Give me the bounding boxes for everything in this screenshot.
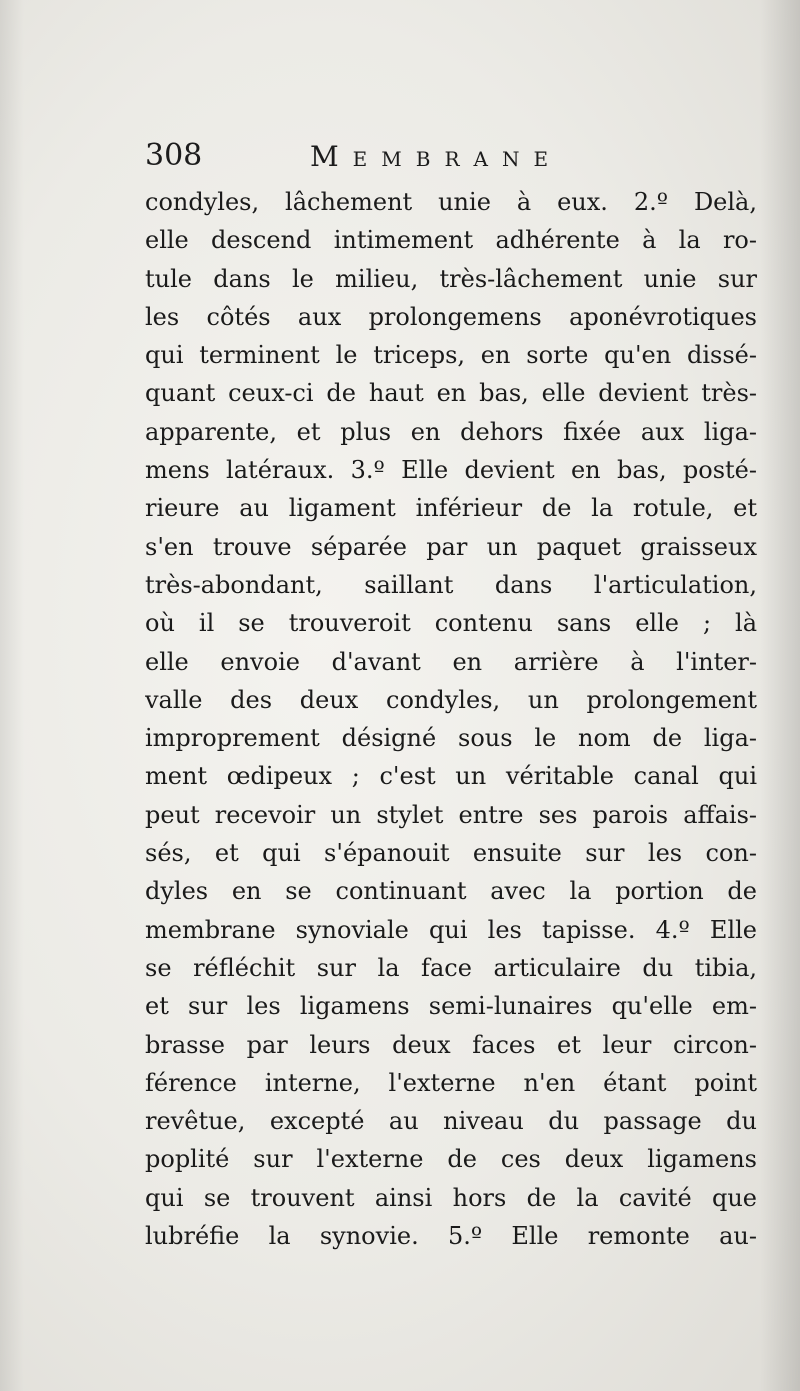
page-edge-shadow-right <box>760 0 800 1391</box>
text-line: lubréfie la synovie. 5.º Elle remonte au- <box>145 1222 757 1251</box>
text-line: où il se trouveroit contenu sans elle ; là <box>145 609 757 638</box>
text-line: s'en trouve séparée par un paquet graisseux <box>145 532 757 561</box>
text-line: peut recevoir un stylet entre ses parois affais- <box>145 800 757 829</box>
text-line: tule dans le milieu, très-lâchement unie sur <box>145 264 757 293</box>
text-line: elle descend intimement adhérente à la ro- <box>145 226 757 255</box>
text-line: condyles, lâchement unie à eux. 2.º Delà, <box>145 188 757 216</box>
text-line: valle des deux condyles, un prolongement <box>145 685 757 714</box>
text-line: quant ceux-ci de haut en bas, elle devient très- <box>145 379 757 408</box>
text-line: férence interne, l'externe n'en étant point <box>145 1068 757 1097</box>
text-line: très-abondant, saillant dans l'articulation, <box>145 570 757 599</box>
text-line: poplité sur l'externe de ces deux ligamens <box>145 1145 757 1174</box>
page-number: 308 <box>145 138 203 173</box>
text-line: revêtue, excepté au niveau du passage du <box>145 1107 757 1136</box>
text-line: se réfléchit sur la face articulaire du tibia, <box>145 953 757 982</box>
text-line: brasse par leurs deux faces et leur circon- <box>145 1030 757 1059</box>
text-line: qui se trouvent ainsi hors de la cavité que <box>145 1183 757 1212</box>
page-header <box>145 138 765 182</box>
text-line: improprement désigné sous le nom de liga- <box>145 724 757 753</box>
text-line: sés, et qui s'épanouit ensuite sur les con- <box>145 839 757 868</box>
text-line: elle envoie d'avant en arrière à l'inter- <box>145 647 757 676</box>
text-line: rieure au ligament inférieur de la rotule, et <box>145 494 757 523</box>
text-line: mens latéraux. 3.º Elle devient en bas, posté- <box>145 456 757 485</box>
text-line: qui terminent le triceps, en sorte qu'en dissé- <box>145 341 757 370</box>
page-edge-shadow-left <box>0 0 24 1391</box>
text-line: membrane synoviale qui les tapisse. 4.º Elle <box>145 915 757 944</box>
text-line: dyles en se continuant avec la portion de <box>145 877 757 906</box>
text-line: les côtés aux prolongemens aponévrotiques <box>145 302 757 331</box>
text-line: apparente, et plus en dehors fixée aux liga- <box>145 417 757 446</box>
text-line: ment œdipeux ; c'est un véritable canal qui <box>145 762 757 791</box>
body-text <box>145 183 757 1255</box>
text-line: et sur les ligamens semi-lunaires qu'elle em- <box>145 992 757 1021</box>
running-title: Membrane <box>310 140 563 173</box>
